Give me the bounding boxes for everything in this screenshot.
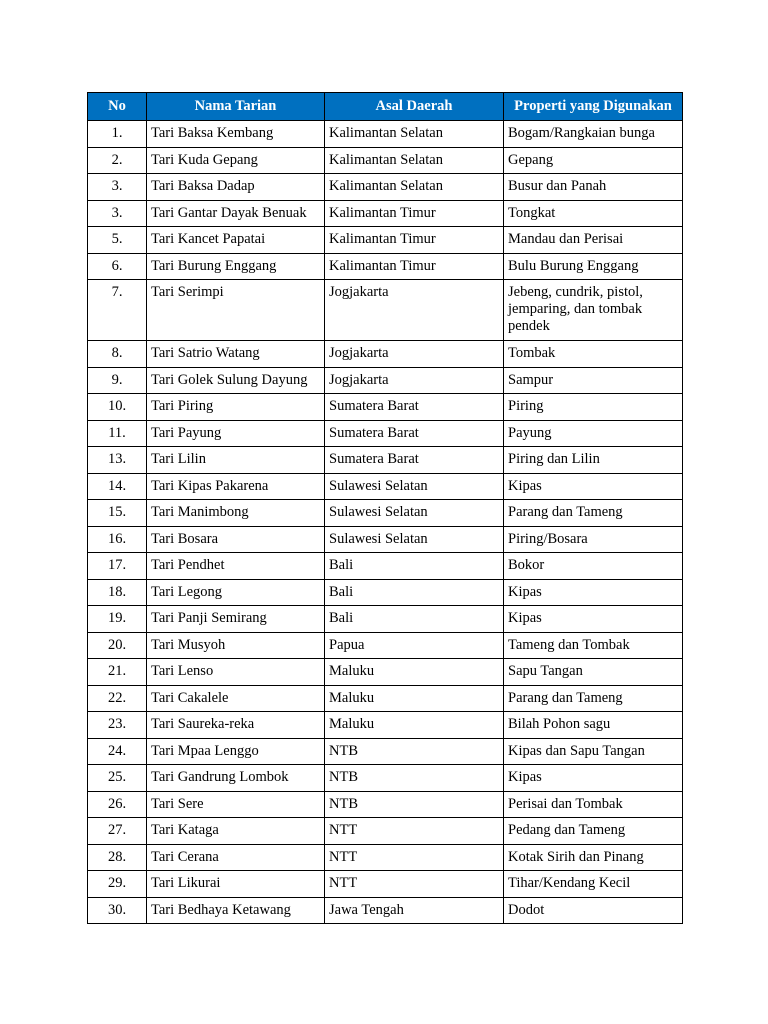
cell-asal-daerah: Sulawesi Selatan <box>325 500 504 527</box>
cell-properti: Bilah Pohon sagu <box>504 712 683 739</box>
cell-no: 10. <box>88 394 147 421</box>
cell-nama-tarian: Tari Cerana <box>147 844 325 871</box>
cell-asal-daerah: Sulawesi Selatan <box>325 526 504 553</box>
cell-asal-daerah: NTT <box>325 871 504 898</box>
table-row <box>88 553 683 580</box>
header-no: No <box>88 93 147 121</box>
cell-nama-tarian: Tari Bosara <box>147 526 325 553</box>
cell-nama-tarian: Tari Bedhaya Ketawang <box>147 897 325 924</box>
table-row <box>88 685 683 712</box>
cell-nama-tarian: Tari Lenso <box>147 659 325 686</box>
cell-properti: Tameng dan Tombak <box>504 632 683 659</box>
cell-properti: Piring dan Lilin <box>504 447 683 474</box>
cell-asal-daerah: NTB <box>325 765 504 792</box>
cell-nama-tarian: Tari Cakalele <box>147 685 325 712</box>
cell-properti: Tihar/Kendang Kecil <box>504 871 683 898</box>
cell-nama-tarian: Tari Baksa Kembang <box>147 121 325 148</box>
table-row <box>88 253 683 280</box>
cell-asal-daerah: Sumatera Barat <box>325 420 504 447</box>
cell-no: 7. <box>88 280 147 341</box>
table-row <box>88 738 683 765</box>
cell-no: 16. <box>88 526 147 553</box>
cell-no: 22. <box>88 685 147 712</box>
cell-asal-daerah: Kalimantan Timur <box>325 253 504 280</box>
cell-no: 17. <box>88 553 147 580</box>
cell-no: 19. <box>88 606 147 633</box>
header-properti: Properti yang Digunakan <box>504 93 683 121</box>
cell-nama-tarian: Tari Kipas Pakarena <box>147 473 325 500</box>
table-row <box>88 606 683 633</box>
cell-no: 15. <box>88 500 147 527</box>
cell-properti: Gepang <box>504 147 683 174</box>
cell-asal-daerah: Papua <box>325 632 504 659</box>
cell-asal-daerah: NTB <box>325 791 504 818</box>
cell-nama-tarian: Tari Burung Enggang <box>147 253 325 280</box>
cell-nama-tarian: Tari Baksa Dadap <box>147 174 325 201</box>
cell-no: 11. <box>88 420 147 447</box>
cell-properti: Parang dan Tameng <box>504 685 683 712</box>
document-page <box>87 92 683 924</box>
cell-properti: Parang dan Tameng <box>504 500 683 527</box>
table-row <box>88 526 683 553</box>
cell-properti: Piring <box>504 394 683 421</box>
cell-nama-tarian: Tari Saureka-reka <box>147 712 325 739</box>
cell-nama-tarian: Tari Kataga <box>147 818 325 845</box>
cell-asal-daerah: Sumatera Barat <box>325 447 504 474</box>
table-row <box>88 871 683 898</box>
table-row <box>88 200 683 227</box>
cell-nama-tarian: Tari Gantar Dayak Benuak <box>147 200 325 227</box>
table-row <box>88 121 683 148</box>
cell-asal-daerah: Jawa Tengah <box>325 897 504 924</box>
table-row <box>88 579 683 606</box>
table-row <box>88 473 683 500</box>
cell-asal-daerah: Sumatera Barat <box>325 394 504 421</box>
cell-asal-daerah: Kalimantan Selatan <box>325 174 504 201</box>
table-row <box>88 227 683 254</box>
cell-asal-daerah: NTB <box>325 738 504 765</box>
cell-properti: Kipas dan Sapu Tangan <box>504 738 683 765</box>
header-asal-daerah: Asal Daerah <box>325 93 504 121</box>
cell-properti: Sapu Tangan <box>504 659 683 686</box>
header-row <box>88 93 683 121</box>
cell-asal-daerah: Kalimantan Selatan <box>325 147 504 174</box>
cell-properti: Kotak Sirih dan Pinang <box>504 844 683 871</box>
table-row <box>88 394 683 421</box>
table-row <box>88 791 683 818</box>
cell-asal-daerah: Maluku <box>325 659 504 686</box>
cell-nama-tarian: Tari Legong <box>147 579 325 606</box>
cell-properti: Bogam/Rangkaian bunga <box>504 121 683 148</box>
cell-no: 30. <box>88 897 147 924</box>
cell-properti: Jebeng, cundrik, pistol, jemparing, dan tombak pendek <box>504 280 683 341</box>
cell-nama-tarian: Tari Likurai <box>147 871 325 898</box>
cell-asal-daerah: NTT <box>325 844 504 871</box>
cell-no: 3. <box>88 200 147 227</box>
cell-no: 2. <box>88 147 147 174</box>
cell-no: 20. <box>88 632 147 659</box>
cell-nama-tarian: Tari Panji Semirang <box>147 606 325 633</box>
cell-no: 25. <box>88 765 147 792</box>
cell-no: 18. <box>88 579 147 606</box>
dance-table <box>87 92 683 924</box>
cell-no: 21. <box>88 659 147 686</box>
cell-properti: Payung <box>504 420 683 447</box>
cell-nama-tarian: Tari Gandrung Lombok <box>147 765 325 792</box>
table-row <box>88 341 683 368</box>
cell-asal-daerah: Jogjakarta <box>325 280 504 341</box>
cell-nama-tarian: Tari Pendhet <box>147 553 325 580</box>
cell-asal-daerah: Maluku <box>325 685 504 712</box>
cell-asal-daerah: Jogjakarta <box>325 367 504 394</box>
cell-nama-tarian: Tari Serimpi <box>147 280 325 341</box>
cell-properti: Bulu Burung Enggang <box>504 253 683 280</box>
cell-asal-daerah: Bali <box>325 579 504 606</box>
cell-no: 14. <box>88 473 147 500</box>
cell-no: 28. <box>88 844 147 871</box>
cell-nama-tarian: Tari Payung <box>147 420 325 447</box>
header-nama-tarian: Nama Tarian <box>147 93 325 121</box>
cell-asal-daerah: Maluku <box>325 712 504 739</box>
cell-no: 23. <box>88 712 147 739</box>
cell-no: 9. <box>88 367 147 394</box>
table-row <box>88 844 683 871</box>
cell-asal-daerah: Kalimantan Selatan <box>325 121 504 148</box>
table-header <box>88 93 683 121</box>
cell-no: 29. <box>88 871 147 898</box>
table-row <box>88 420 683 447</box>
cell-properti: Piring/Bosara <box>504 526 683 553</box>
table-row <box>88 765 683 792</box>
cell-no: 3. <box>88 174 147 201</box>
cell-properti: Kipas <box>504 606 683 633</box>
cell-asal-daerah: Bali <box>325 606 504 633</box>
cell-no: 1. <box>88 121 147 148</box>
table-row <box>88 500 683 527</box>
table-row <box>88 712 683 739</box>
cell-properti: Busur dan Panah <box>504 174 683 201</box>
table-row <box>88 447 683 474</box>
cell-no: 5. <box>88 227 147 254</box>
table-row <box>88 659 683 686</box>
cell-properti: Sampur <box>504 367 683 394</box>
cell-properti: Perisai dan Tombak <box>504 791 683 818</box>
table-row <box>88 897 683 924</box>
cell-nama-tarian: Tari Golek Sulung Dayung <box>147 367 325 394</box>
cell-asal-daerah: Bali <box>325 553 504 580</box>
cell-nama-tarian: Tari Kancet Papatai <box>147 227 325 254</box>
cell-properti: Bokor <box>504 553 683 580</box>
cell-asal-daerah: NTT <box>325 818 504 845</box>
cell-asal-daerah: Kalimantan Timur <box>325 227 504 254</box>
cell-no: 26. <box>88 791 147 818</box>
cell-no: 13. <box>88 447 147 474</box>
cell-nama-tarian: Tari Manimbong <box>147 500 325 527</box>
cell-nama-tarian: Tari Kuda Gepang <box>147 147 325 174</box>
table-row <box>88 367 683 394</box>
table-row <box>88 632 683 659</box>
cell-properti: Dodot <box>504 897 683 924</box>
cell-no: 27. <box>88 818 147 845</box>
cell-asal-daerah: Jogjakarta <box>325 341 504 368</box>
cell-no: 8. <box>88 341 147 368</box>
table-body <box>88 121 683 924</box>
cell-properti: Tombak <box>504 341 683 368</box>
cell-no: 24. <box>88 738 147 765</box>
cell-properti: Pedang dan Tameng <box>504 818 683 845</box>
cell-properti: Kipas <box>504 579 683 606</box>
cell-properti: Mandau dan Perisai <box>504 227 683 254</box>
cell-nama-tarian: Tari Musyoh <box>147 632 325 659</box>
cell-nama-tarian: Tari Piring <box>147 394 325 421</box>
cell-asal-daerah: Kalimantan Timur <box>325 200 504 227</box>
cell-properti: Kipas <box>504 765 683 792</box>
table-row <box>88 174 683 201</box>
cell-properti: Kipas <box>504 473 683 500</box>
cell-nama-tarian: Tari Lilin <box>147 447 325 474</box>
cell-nama-tarian: Tari Sere <box>147 791 325 818</box>
cell-no: 6. <box>88 253 147 280</box>
table-row <box>88 147 683 174</box>
cell-nama-tarian: Tari Satrio Watang <box>147 341 325 368</box>
table-row <box>88 818 683 845</box>
cell-asal-daerah: Sulawesi Selatan <box>325 473 504 500</box>
cell-nama-tarian: Tari Mpaa Lenggo <box>147 738 325 765</box>
table-row <box>88 280 683 341</box>
cell-properti: Tongkat <box>504 200 683 227</box>
